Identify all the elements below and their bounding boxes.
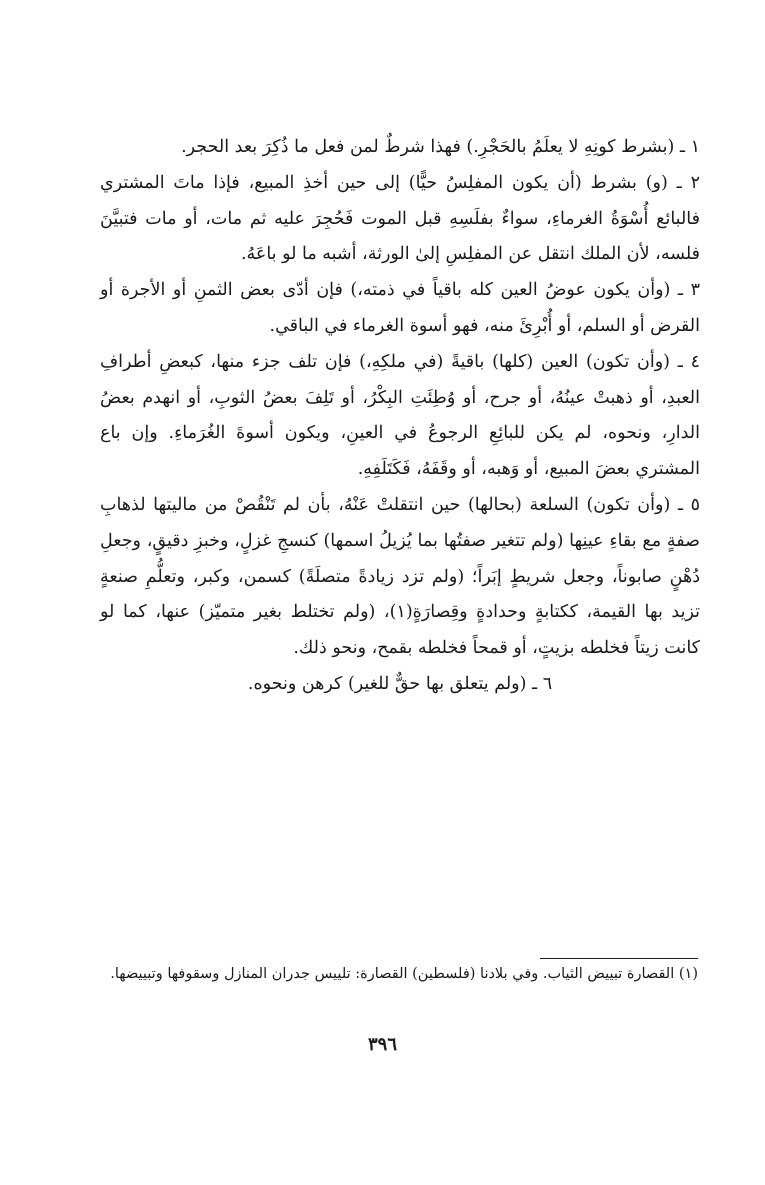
paragraph-5: ٥ ـ (وأن تكون) السلعة (بحالها) حين انتقلتْ عَنْهُ، بأن لم تَنْقُصْ من ماليتها لذهابِ صفةٍ مع بقاءِ عينِها (ولم تتغير صفتُها بما يُزيلُ اسمها) كنسجِ غزلٍ، وخبزِ دقيقٍ، وجعلِ دُهْنٍ صابوناً، وجعل شريطٍ إبَراً؛ (ولم تزد زيادةً متصلَةً) كسمن، وكبر، وتعلُّمِ صنعةٍ تزيد بها القيمة، ككتابةٍ وحدادةٍ وقِصارَةٍ(١)، (ولم تختلط بغير متميّز) عنها، كما لو كانت زيتاً فخلطه بزيتٍ، أو قمحاً فخلطه بقمح، ونحو ذلك. [100, 494, 700, 659]
paragraph-3: ٣ ـ (وأن يكون عوضُ العين كله باقياً في ذمته،) فإن أدّى بعض الثمنِ أو الأجرة أو القرض أو السلم، أو أُبْرِئَ منه، فهو أسوة الغرماء في الباقي. [100, 280, 700, 336]
paragraph-1: ١ ـ (بشرط كونِهِ لا يعلَمُ بالحَجْرِ.) فهذا شرطٌ لمن فعل ما ذُكِرَ بعد الحجر. [181, 137, 700, 157]
paragraph-4: ٤ ـ (وأن تكون) العين (كلها) باقيةً (في ملكِهِ،) فإن تلف جزء منها، كبعضِ أطرافِ العبدِ، أو ذهبتْ عينُهُ، أو جرح، أو وُطِئَتِ البِكْرُ، أو تَلِفَ بعضُ الثوبِ، أو انهدم بعضُ الدارِ، ونحوه، لم يكن للبائِعِ الرجوعُ في العينِ، ويكون أسوةَ الغُرَماءِ. وإن باع المشتري بعضَ المبيع، أو وَهبه، أو وقَفَهُ، فَكَتَلَفِهِ. [100, 351, 700, 480]
main-text [100, 130, 700, 703]
footnote: (١) القصارة تبييض الثياب. وفي بلادنا (فلسطين) القصارة: تلييس جدران المنازل وسقوفها وتبييضها. [110, 966, 698, 982]
paragraph-6: ٦ ـ (ولم يتعلق بها حقٌّ للغير) كرهن ونحوه. [247, 673, 553, 694]
page-number: ٣٩٦ [367, 1034, 397, 1055]
footnote-divider [540, 958, 698, 959]
paragraph-2: ٢ ـ (و) بشرط (أن يكون المفلِسُ حيًّا) إلى حين أخذِ المبيع، فإذا ماتَ المشتري فالبائع أُسْوَةُ الغرماءِ، سواءٌ بفلَسِهِ قبل الموت فَحُجِرَ عليه ثم مات، أو مات فتبيَّنَ فلسه، لأن الملك انتقل عن المفلِسِ إلىٰ الورثة، أشبه ما لو باعَهُ. [100, 172, 700, 265]
